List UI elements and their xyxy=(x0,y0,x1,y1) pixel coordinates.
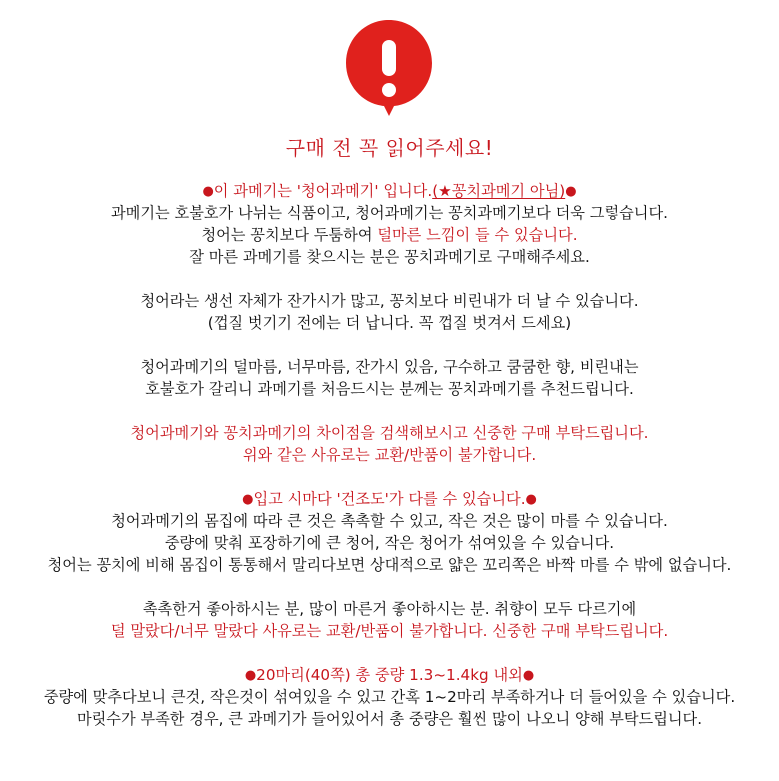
section-heading xyxy=(0,664,779,686)
warning-text: 위와 같은 사유로는 교환/반품이 불가합니다. xyxy=(242,446,537,464)
notice-line xyxy=(0,620,779,642)
notice-line xyxy=(0,224,779,246)
notice-line xyxy=(0,246,779,268)
notice-line xyxy=(0,290,779,312)
bullet-right: ● xyxy=(565,184,577,199)
exclamation-bar xyxy=(382,40,396,76)
heading-text: 입고 시마다 '건조도'가 다를 수 있습니다. xyxy=(253,490,526,508)
exclamation-dot xyxy=(382,83,396,97)
notice-line xyxy=(0,444,779,466)
line-text: 청어라는 생선 자체가 잔가시가 많고, 꽁치보다 비린내가 더 날 수 있습니다. xyxy=(140,292,639,310)
line-text: 청어과메기의 몸집에 따라 큰 것은 촉촉할 수 있고, 작은 것은 많이 마를 수 있습니다. xyxy=(111,512,668,530)
notice-line xyxy=(0,598,779,620)
bullet-left: ● xyxy=(202,184,214,199)
line-text: 중량에 맞춰 포장하기에 큰 청어, 작은 청어가 섞여있을 수 있습니다. xyxy=(164,534,615,552)
heading-text: 20마리(40쪽) 총 중량 1.3~1.4kg 내외 xyxy=(256,666,523,684)
section-gap xyxy=(0,268,779,290)
section-heading xyxy=(0,488,779,510)
section-gap xyxy=(0,576,779,598)
line-text: 잘 마른 과메기를 찾으시는 분은 꽁치과메기로 구매해주세요. xyxy=(189,248,590,266)
line-text: 마릿수가 부족한 경우, 큰 과메기가 들어있어서 총 중량은 훨씬 많이 나오니 양해 부탁드립니다. xyxy=(76,710,703,728)
line-text: 과메기는 호불호가 나뉘는 식품이고, 청어과메기는 꽁치과메기보다 더욱 그렇습니다. xyxy=(111,204,668,222)
notice-line xyxy=(0,686,779,708)
notice-line xyxy=(0,378,779,400)
line-text: 중량에 맞추다보니 큰것, 작은것이 섞여있을 수 있고 간혹 1~2마리 부족하거나 더 들어있을 수 있습니다. xyxy=(43,688,736,706)
line-text: (껍질 벗기기 전에는 더 납니다. 꼭 껍질 벗겨서 드세요) xyxy=(207,314,572,332)
line-text: 청어과메기의 덜마름, 너무마름, 잔가시 있음, 구수하고 쿰쿰한 향, 비린내는 xyxy=(140,358,639,376)
section-heading xyxy=(0,180,779,202)
notice-line xyxy=(0,532,779,554)
warning-text: 청어과메기와 꽁치과메기의 차이점을 검색해보시고 신중한 구매 부탁드립니다. xyxy=(130,424,649,442)
notice-line xyxy=(0,356,779,378)
bullet-right: ● xyxy=(522,668,535,683)
section-gap xyxy=(0,466,779,488)
line-text: 청어는 꽁치보다 두툼하여 xyxy=(201,226,378,244)
section-gap xyxy=(0,334,779,356)
exclamation-alert-icon xyxy=(343,18,435,118)
page-title: 구매 전 꼭 읽어주세요! xyxy=(285,136,494,160)
notice-body xyxy=(0,180,779,730)
heading-text: 이 과메기는 '청어과메기' 입니다. xyxy=(213,182,433,200)
warning-text: 덜마른 느낌이 들 수 있습니다. xyxy=(377,226,578,244)
notice-line xyxy=(0,202,779,224)
notice-line xyxy=(0,510,779,532)
heading-note: (★꽁치과메기 아님) xyxy=(432,182,566,200)
bullet-left: ● xyxy=(242,492,254,507)
notice-line xyxy=(0,554,779,576)
line-text: 촉촉한거 좋아하시는 분, 많이 마른거 좋아하시는 분. 취향이 모두 다르기에 xyxy=(142,600,637,618)
section-gap xyxy=(0,642,779,664)
line-text: 청어는 꽁치에 비해 몸집이 통통해서 말리다보면 상대적으로 얇은 꼬리쪽은 바짝 마를 수 밖에 없습니다. xyxy=(47,556,732,574)
bullet-left: ● xyxy=(244,668,257,683)
notice-line xyxy=(0,708,779,730)
section-gap xyxy=(0,400,779,422)
warning-text: 덜 말랐다/너무 말랐다 사유로는 교환/반품이 불가합니다. 신중한 구매 부탁드립니다. xyxy=(110,622,669,640)
line-text: 호불호가 갈리니 과메기를 처음드시는 분께는 꽁치과메기를 추천드립니다. xyxy=(145,380,634,398)
notice-line xyxy=(0,312,779,334)
notice-line xyxy=(0,422,779,444)
bullet-right: ● xyxy=(525,492,537,507)
